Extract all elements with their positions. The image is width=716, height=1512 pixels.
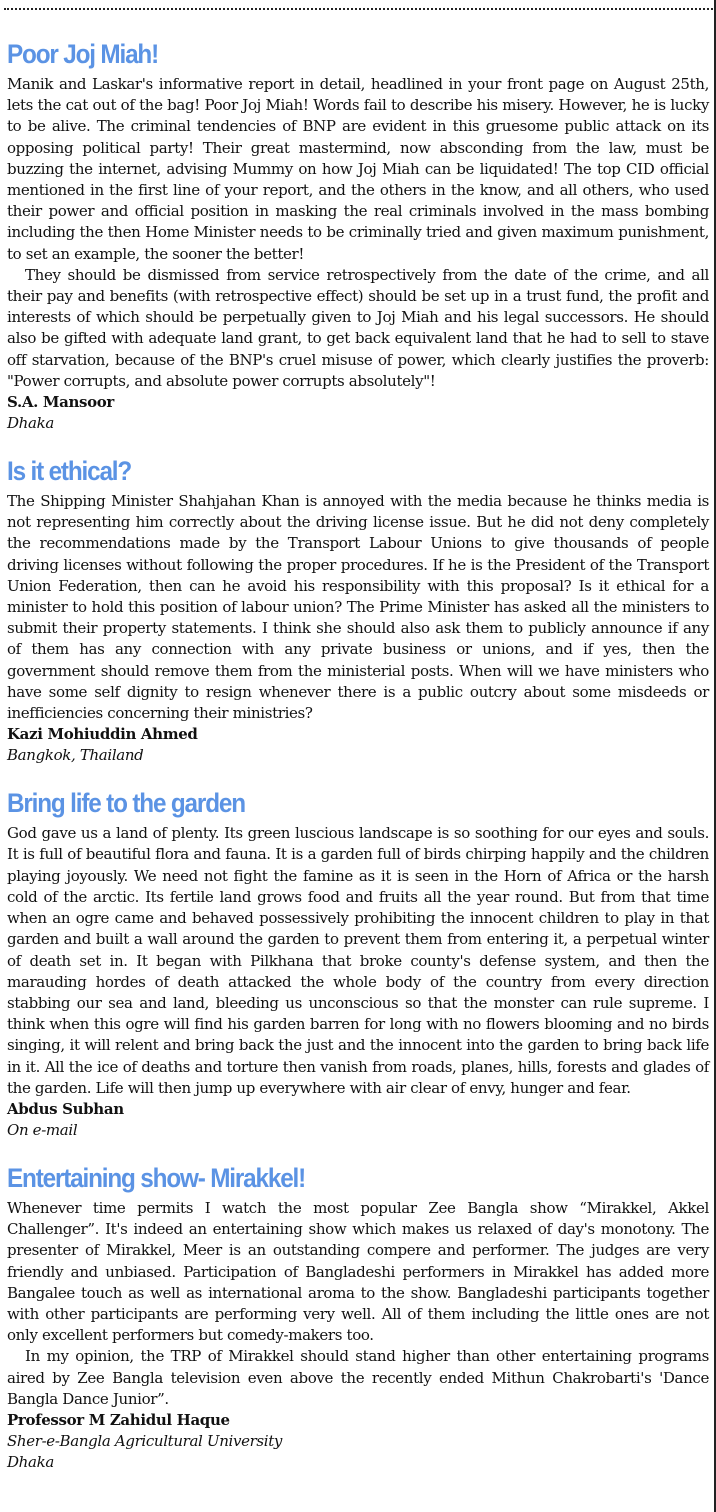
letter-paragraph: In my opinion, the TRP of Mirakkel should stand higher than other entertaining programs aired by Zee Bangla television even above the recently ended Mithun Chakrobarti's 'Dance Bangla Dance Junior”. (7, 1347, 709, 1408)
letter-location: On e-mail (7, 1120, 78, 1139)
letter-paragraph: Manik and Laskar's informative report in detail, headlined in your front page on August 25th, lets the cat out of the bag! Poor Joj Miah! Words fail to describe his misery. However, he is lucky to be alive. The criminal tendencies of BNP are evident in this gruesome public attack on its opposing political party! Their great mastermind, now absconding from the law, must be buzzing the internet, advising Mummy on how Joj Miah can be liquidated! The top CID official mentioned in the first line of your report, and the others in the know, and all others, who used their power and official position in masking the real criminals involved in the mass bombing including the then Home Minister needs to be criminally tried and given maximum punishment, to set an example, the sooner the better! (7, 75, 709, 263)
letter-paragraph: God gave us a land of plenty. Its green luscious landscape is so soothing for our eyes and souls. It is full of beautiful flora and fauna. It is a garden full of birds chirping happily and the children playing joyously. We need not fight the famine as it is seen in the Horn of Africa or the harsh cold of the arctic. Its fertile land grows food and fruits all the year round. But from that time when an ogre came and behaved possessively prohibiting the innocent children to play in that garden and built a wall around the garden to prevent them from entering it, a perpetual winter of death set in. It began with Pilkhana that broke county's defense system, and then the marauding hordes of death attacked the whole body of the country from every direction stabbing our sea and land, bleeding us unconscious so that the monster can rule supreme. I think when this ogre will find his garden barren for long with no flowers blooming and no birds singing, it will relent and bring back the just and the innocent into the garden to bring back life in it. All the ice of deaths and torture then vanish from roads, planes, hills, forests and glades of the garden. Life will then jump up everywhere with air clear of envy, hunger and fear. (7, 824, 709, 1097)
letter-author: Abdus Subhan (7, 1099, 124, 1118)
letter (7, 1158, 709, 1473)
letter (7, 451, 709, 766)
letter-location: Sher-e-Bangla Agricultural University (7, 1431, 283, 1450)
letter-author: Professor M Zahidul Haque (7, 1410, 230, 1429)
letter (7, 34, 709, 434)
letters-column (7, 34, 709, 1473)
letter-author: S.A. Mansoor (7, 393, 114, 412)
letter-paragraph: The Shipping Minister Shahjahan Khan is annoyed with the media because he thinks media is not representing him correctly about the driving license issue. But he did not deny completely the recommendations made by the Transport Labour Unions to give thousands of people driving licenses without following the proper procedures. If he is the President of the Transport Union Federation, then can he avoid his responsibility with this proposal? Is it ethical for a minister to hold this position of labour union? The Prime Minister has asked all the ministers to submit their property statements. I think she should also ask them to publicly announce if any of them has any connection with any private business or unions, and if yes, then the government should remove them from the ministerial posts. When will we have ministers who have some self dignity to resign whenever there is a public outcry about some misdeeds or inefficiencies concerning their ministries? (7, 492, 709, 723)
letter-headline: Is it ethical? (7, 456, 132, 487)
letter-paragraph: Whenever time permits I watch the most popular Zee Bangla show “Mirakkel, Akkel Challenger”. It's indeed an entertaining show which makes us relaxed of day's monotony. The presenter of Mirakkel, Meer is an outstanding compere and performer. The judges are very friendly and unbiased. Participation of Bangladeshi performers in Mirakkel has added more Bangalee touch as well as international aroma to the show. Bangladeshi participants together with other participants are performing very well. All of them including the little ones are not only excellent performers but comedy-makers too. (7, 1198, 709, 1345)
letter-headline: Bring life to the garden (7, 788, 245, 819)
letter-location: Bangkok, Thailand (7, 746, 144, 765)
letter-paragraph: They should be dismissed from service retrospectively from the date of the crime, and all their pay and benefits (with retrospective effect) should be set up in a trust fund, the profit and interests of which should be perpetually given to Joj Miah and his legal successors. He should also be gifted with adequate land grant, to get back equivalent land that he had to sell to stave off starvation, because of the BNP's cruel misuse of power, which clearly justifies the proverb: "Power corrupts, and absolute power corrupts absolutely"! (7, 265, 709, 390)
letter-headline: Entertaining show- Mirakkel! (7, 1162, 306, 1193)
letter-location: Dhaka (7, 414, 54, 433)
dotted-top-divider (4, 8, 716, 10)
letter-author: Kazi Mohiuddin Ahmed (7, 725, 198, 744)
letter-headline: Poor Joj Miah! (7, 39, 159, 69)
letter (7, 783, 709, 1141)
letter-location: Dhaka (7, 1452, 54, 1471)
